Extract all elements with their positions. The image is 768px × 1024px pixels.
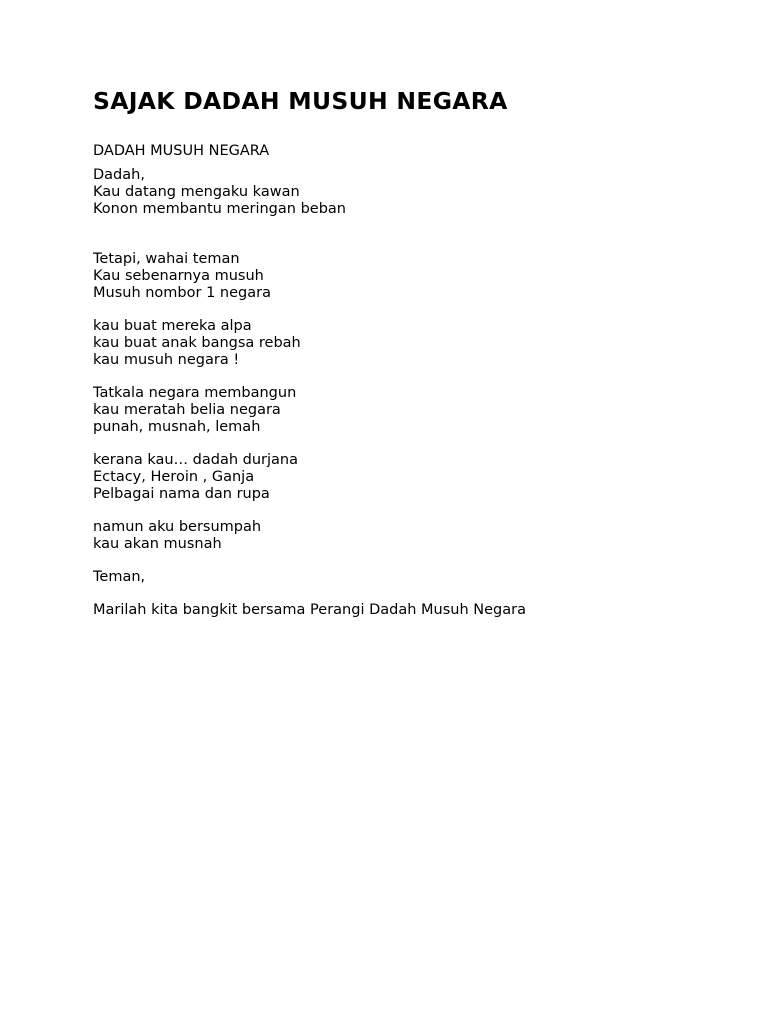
poem-line: Kau sebenarnya musuh <box>93 268 264 284</box>
poem-line: kau akan musnah <box>93 536 222 552</box>
poem-line: Marilah kita bangkit bersama Perangi Dadah Musuh Negara <box>93 602 526 618</box>
stanza-5 <box>93 452 713 503</box>
poem-line: Teman, <box>93 569 146 585</box>
poem-line: punah, musnah, lemah <box>93 419 261 435</box>
stanza-3 <box>93 318 713 369</box>
poem-line: namun aku bersumpah <box>93 519 262 535</box>
stanza-7 <box>93 569 713 586</box>
poem-line: Tetapi, wahai teman <box>93 251 240 267</box>
stanza-6 <box>93 519 713 553</box>
stanza-1 <box>93 167 713 218</box>
poem-line: kau meratah belia negara <box>93 402 281 418</box>
poem-line: kau buat anak bangsa rebah <box>93 335 301 351</box>
poem-line: Pelbagai nama dan rupa <box>93 486 270 502</box>
document-title: SAJAK DADAH MUSUH NEGARA <box>93 87 508 115</box>
poem-line: kau buat mereka alpa <box>93 318 252 334</box>
stanza-8 <box>93 602 713 619</box>
poem-line: kerana kau… dadah durjana <box>93 452 298 468</box>
document-page <box>93 86 713 619</box>
poem-line: Tatkala negara membangun <box>93 385 297 401</box>
stanza-4 <box>93 385 713 436</box>
stanza-2 <box>93 251 713 302</box>
poem-line: Ectacy, Heroin , Ganja <box>93 469 255 485</box>
poem-line: Musuh nombor 1 negara <box>93 285 271 301</box>
poem-subtitle: DADAH MUSUH NEGARA <box>93 143 270 159</box>
poem-line: kau musuh negara ! <box>93 352 240 368</box>
poem-line: Kau datang mengaku kawan <box>93 184 300 200</box>
poem-line: Konon membantu meringan beban <box>93 201 346 217</box>
poem-line: Dadah, <box>93 167 145 183</box>
